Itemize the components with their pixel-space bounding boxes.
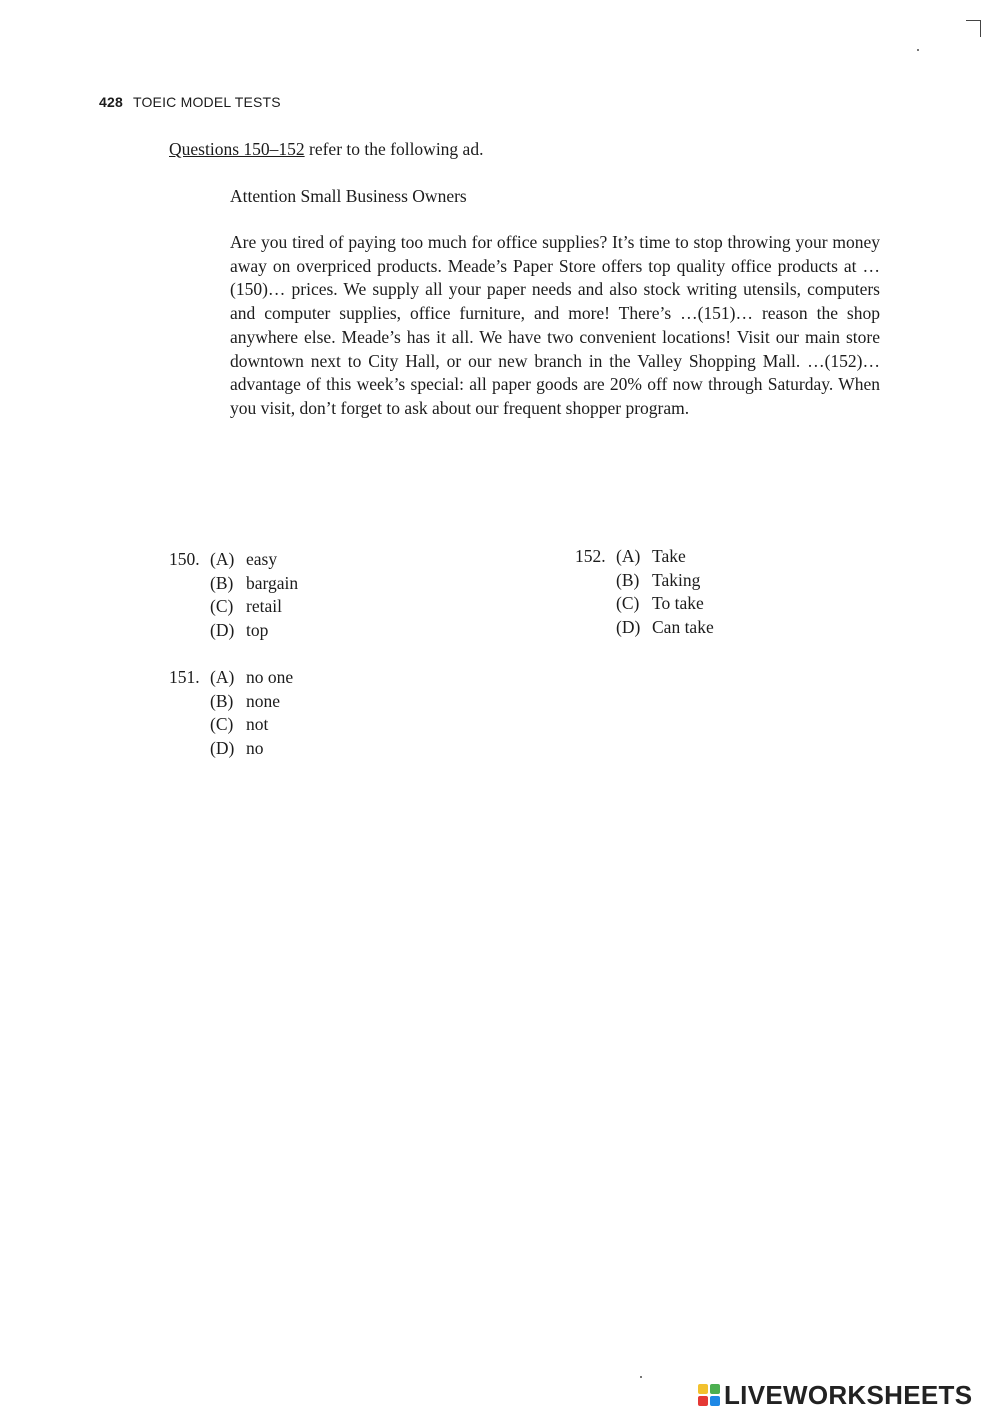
scan-speck <box>640 1376 642 1378</box>
option-text: not <box>246 714 269 735</box>
logo-square <box>710 1396 720 1406</box>
option-text: To take <box>652 593 704 614</box>
question-option[interactable] <box>575 616 714 640</box>
question-option[interactable] <box>169 737 293 761</box>
question-option[interactable] <box>169 690 293 714</box>
option-letter: (A) <box>210 667 235 687</box>
logo-square <box>698 1396 708 1406</box>
option-text: none <box>246 690 281 711</box>
question-option[interactable] <box>575 592 714 616</box>
question-option[interactable] <box>575 569 714 593</box>
option-text: retail <box>246 596 282 617</box>
question-number: 150. <box>169 549 200 569</box>
option-letter: (A) <box>616 546 641 566</box>
option-letter: (D) <box>210 619 235 640</box>
option-letter: (B) <box>616 569 640 590</box>
option-letter: (D) <box>616 616 641 637</box>
option-text: easy <box>246 549 278 569</box>
page-corner-mark <box>966 20 981 37</box>
option-letter: (C) <box>210 714 234 735</box>
option-letter: (C) <box>210 596 234 617</box>
logo-square <box>710 1384 720 1394</box>
logo-square <box>698 1384 708 1394</box>
watermark-text: LIVEWORKSHEETS <box>724 1379 973 1410</box>
page-number: 428 <box>99 94 123 110</box>
liveworksheets-logo-icon <box>698 1384 720 1406</box>
question-option[interactable] <box>169 666 293 690</box>
question-option[interactable] <box>169 713 293 737</box>
intro-rest: refer to the following ad. <box>304 139 484 159</box>
question-number: 152. <box>575 546 606 566</box>
question-152 <box>575 545 714 639</box>
option-letter: (A) <box>210 549 235 569</box>
option-text: Take <box>652 546 686 566</box>
questions-intro <box>169 139 483 160</box>
question-option[interactable] <box>169 619 298 643</box>
question-range: Questions 150–152 <box>169 139 305 159</box>
question-option[interactable] <box>169 595 298 619</box>
option-text: bargain <box>246 572 299 593</box>
question-option[interactable] <box>169 572 298 596</box>
option-text: no <box>246 737 264 758</box>
liveworksheets-watermark <box>698 1378 972 1412</box>
option-text: Can take <box>652 616 714 637</box>
ad-body: Are you tired of paying too much for office supplies? It’s time to stop throwing your money away on overpriced products. Meade’s Paper Store offers top quality office products at …(150)… prices. We supply all your paper needs and also stock writing utensils, computers and computer supplies, office furniture, and more! There’s …(151)… reason the shop anywhere else. Meade’s has it all. We have two convenient locations! Visit our main store downtown next to City Hall, or our new branch in the Valley Shopping Mall. …(152)… advantage of this week’s special: all paper goods are 20% off now through Saturday. When you visit, don’t forget to ask about our frequent shopper program. <box>230 232 880 418</box>
question-option[interactable] <box>575 545 714 569</box>
question-151 <box>169 666 293 760</box>
option-text: no one <box>246 667 294 687</box>
running-header <box>99 94 281 110</box>
question-option[interactable] <box>169 548 298 572</box>
question-number: 151. <box>169 667 200 687</box>
option-letter: (B) <box>210 572 234 593</box>
book-title: TOEIC MODEL TESTS <box>132 94 281 110</box>
option-text: top <box>246 619 269 640</box>
question-150 <box>169 548 298 642</box>
scan-speck <box>917 49 919 51</box>
option-letter: (D) <box>210 737 235 758</box>
ad-title: Attention Small Business Owners <box>230 186 467 206</box>
option-letter: (C) <box>616 593 640 614</box>
option-letter: (B) <box>210 690 234 711</box>
option-text: Taking <box>652 569 701 590</box>
